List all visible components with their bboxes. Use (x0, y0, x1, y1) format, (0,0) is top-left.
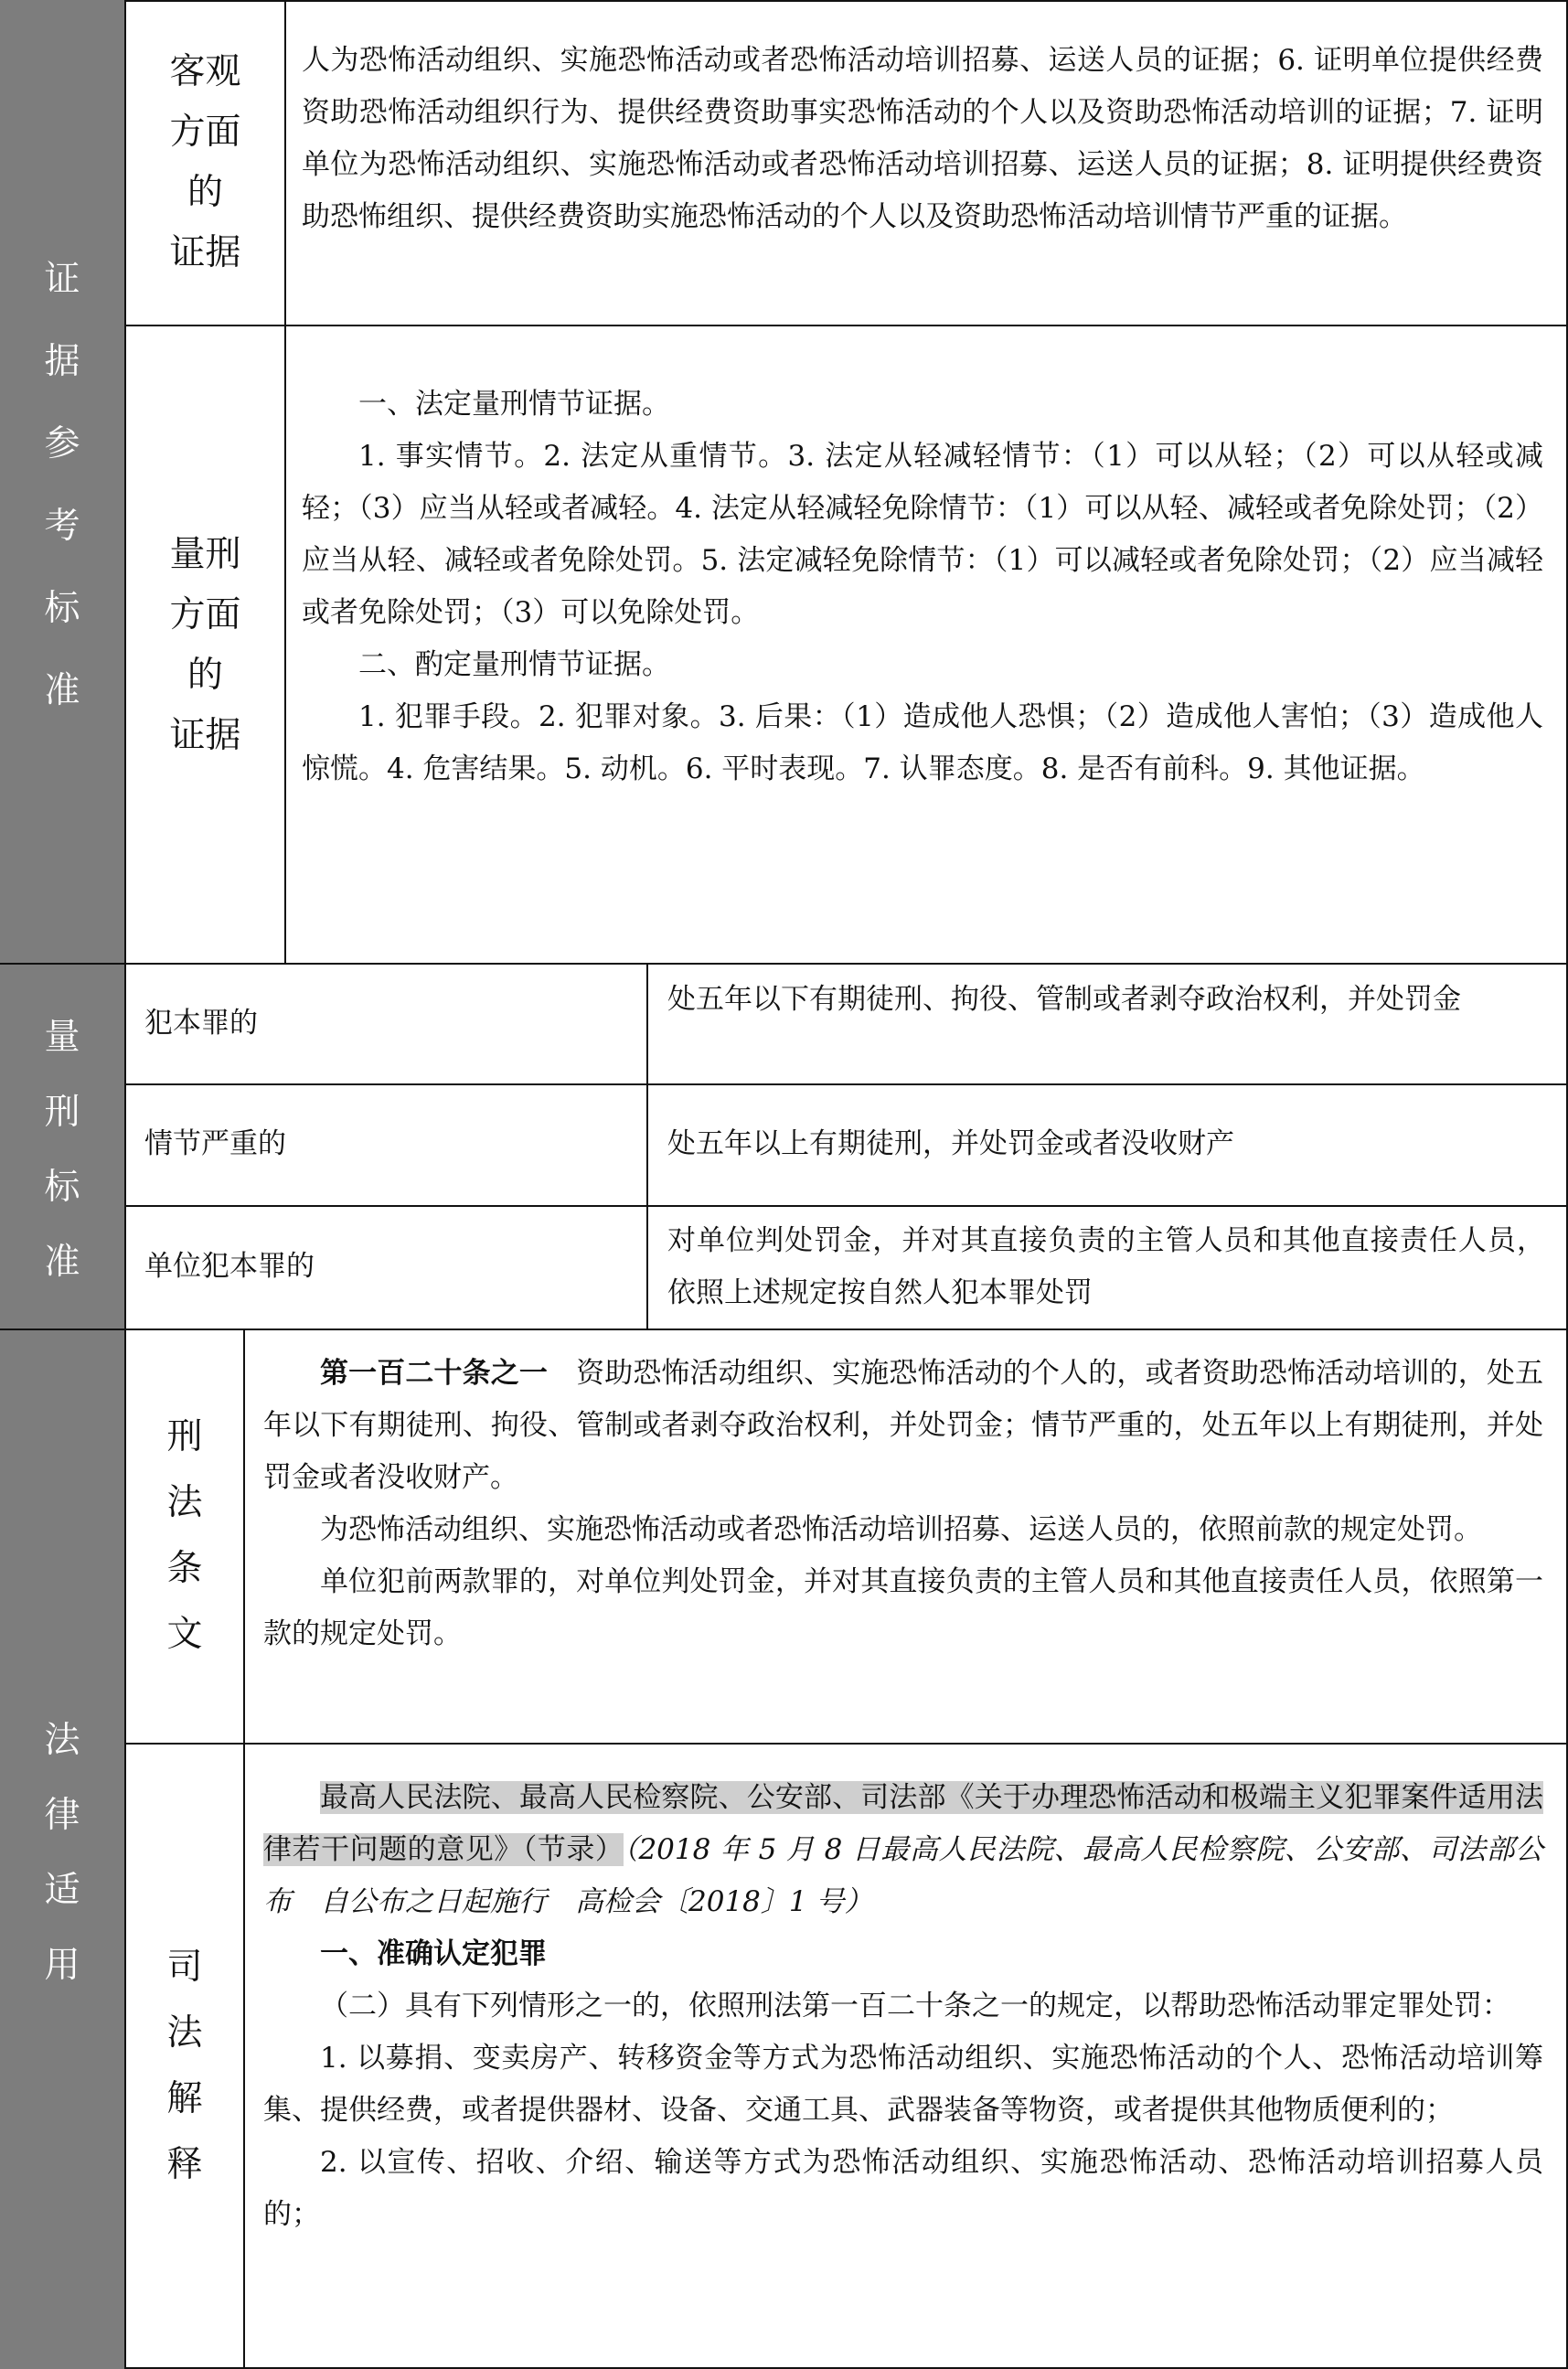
document-title: 最高人民法院、最高人民检察院、公安部、司法部《关于办理恐怖活动和极端主义犯罪案件适用法律若干问题的意见》（节录）（2018 年 5 月 8 日最高人民法院、最高人民检察院、公安部、司法部公布 自公布之日起施行 高检会〔2018〕1 号） (263, 1781, 1544, 1918)
objective-evidence-text: 人为恐怖活动组织、实施恐怖活动或者恐怖活动培训招募、运送人员的证据；6. 证明单位提供经费资助恐怖活动组织行为、提供经费资助事实恐怖活动的个人以及资助恐怖活动培训的证据；7. 证明单位为恐怖活动组织、实施恐怖活动或者恐怖活动培训招募、运送人员的证据；8. 证明提供经费资助恐怖组织、提供经费资助实施恐怖活动的个人以及资助恐怖活动培训情节严重的证据。 (302, 44, 1543, 233)
objective-evidence-label: 客观 方面 的 证据 (169, 50, 241, 273)
section-label-char: 准 (44, 670, 80, 711)
row-divider (124, 1083, 1568, 1085)
judicial-interpretation-label: 司 法 解 释 (166, 1947, 203, 2185)
article-paragraph: 单位犯前两款罪的，对单位判处罚金，并对其直接负责的主管人员和其他直接责任人员，依照第一款的规定处罚。 (263, 1565, 1543, 1650)
section-label-char: 准 (44, 1242, 80, 1283)
row-divider (124, 1743, 1568, 1745)
sentencing-evidence-text (302, 379, 1543, 795)
judicial-interpretation-text (263, 1772, 1543, 2241)
article-paragraph: 为恐怖活动组织、实施恐怖活动或者恐怖活动培训招募、运送人员的，依照前款的规定处罚。 (320, 1513, 1482, 1546)
article-paragraph: 第一百二十条之一 资助恐怖活动组织、实施恐怖活动的个人的，或者资助恐怖活动培训的，处五年以下有期徒刑、拘役、管制或者剥夺政治权利，并处罚金；情节严重的，处五年以上有期徒刑，并处罚金或者没收财产。 (263, 1357, 1544, 1494)
section-label-char: 证 (44, 259, 80, 300)
section-label-char: 标 (44, 1167, 80, 1208)
penalty-result: 对单位判处罚金，并对其直接负责的主管人员和其他直接责任人员，依照上述规定按自然人犯本罪处罚 (667, 1224, 1545, 1309)
section-label-char: 参 (44, 423, 80, 464)
sentencing-evidence-label: 量刑 方面 的 证据 (169, 533, 241, 756)
interpretation-paragraph: （二）具有下列情形之一的，依照刑法第一百二十条之一的规定，以帮助恐怖活动罪定罪处罚： (320, 1990, 1510, 2022)
row-divider (124, 325, 1568, 326)
paragraph: 1. 犯罪手段。2. 犯罪对象。3. 后果：（1）造成他人恐惧；（2）造成他人害怕；（3）造成他人惊慌。4. 危害结果。5. 动机。6. 平时表现。7. 认罪态度。8. 是否有前科。9. 其他证据。 (302, 700, 1543, 785)
criminal-law-label: 刑 法 条 文 (166, 1416, 203, 1655)
section-label-char: 据 (44, 341, 80, 382)
section-label-law (0, 1329, 124, 2369)
paragraph: 一、法定量刑情节证据。 (358, 388, 670, 421)
column-divider (243, 1329, 245, 2369)
column-divider (284, 0, 286, 964)
section-label-char: 法 (44, 1719, 80, 1761)
row-divider (124, 1205, 1568, 1207)
criminal-law-text (263, 1348, 1543, 1660)
section-label-char: 用 (44, 1944, 80, 1986)
section-label-char: 刑 (44, 1092, 80, 1133)
section-label-char: 标 (44, 588, 80, 629)
penalty-condition: 情节严重的 (144, 1127, 286, 1160)
penalty-result: 处五年以上有期徒刑，并处罚金或者没收财产 (667, 1127, 1234, 1160)
section-label-penalty (0, 964, 124, 1329)
section-label-char: 适 (44, 1869, 80, 1911)
section-label-char: 考 (44, 506, 80, 547)
interpretation-paragraph: 1. 以募捐、变卖房产、转移资金等方式为恐怖活动组织、实施恐怖活动的个人、恐怖活动培训筹集、提供经费，或者提供器材、设备、交通工具、武器装备等物资，或者提供其他物质便利的； (263, 2042, 1543, 2127)
penalty-condition: 犯本罪的 (144, 1007, 258, 1040)
section-heading: 一、准确认定犯罪 (320, 1937, 547, 1970)
paragraph: 二、酌定量刑情节证据。 (358, 648, 670, 681)
article-title: 第一百二十条之一 (320, 1357, 548, 1390)
section-label-evidence (0, 0, 124, 964)
paragraph: 1. 事实情节。2. 法定从重情节。3. 法定从轻减轻情节：（1）可以从轻；（2）可以从轻或减轻；（3）应当从轻或者减轻。4. 法定从轻减轻免除情节：（1）可以从轻、减轻或者免除处罚；（2）应当从轻、减轻或者免除处罚。5. 法定减轻免除情节：（1）可以减轻或者免除处罚；（2）应当减轻或者免除处罚；（3）可以免除处罚。 (302, 440, 1543, 629)
penalty-result: 处五年以下有期徒刑、拘役、管制或者剥夺政治权利，并处罚金 (667, 983, 1461, 1016)
interpretation-paragraph: 2. 以宣传、招收、介绍、输送等方式为恐怖活动组织、实施恐怖活动、恐怖活动培训招募人员的； (263, 2146, 1543, 2231)
section-label-char: 律 (44, 1794, 80, 1836)
penalty-condition: 单位犯本罪的 (144, 1250, 315, 1283)
column-divider (646, 964, 648, 1329)
section-label-char: 量 (44, 1017, 80, 1058)
